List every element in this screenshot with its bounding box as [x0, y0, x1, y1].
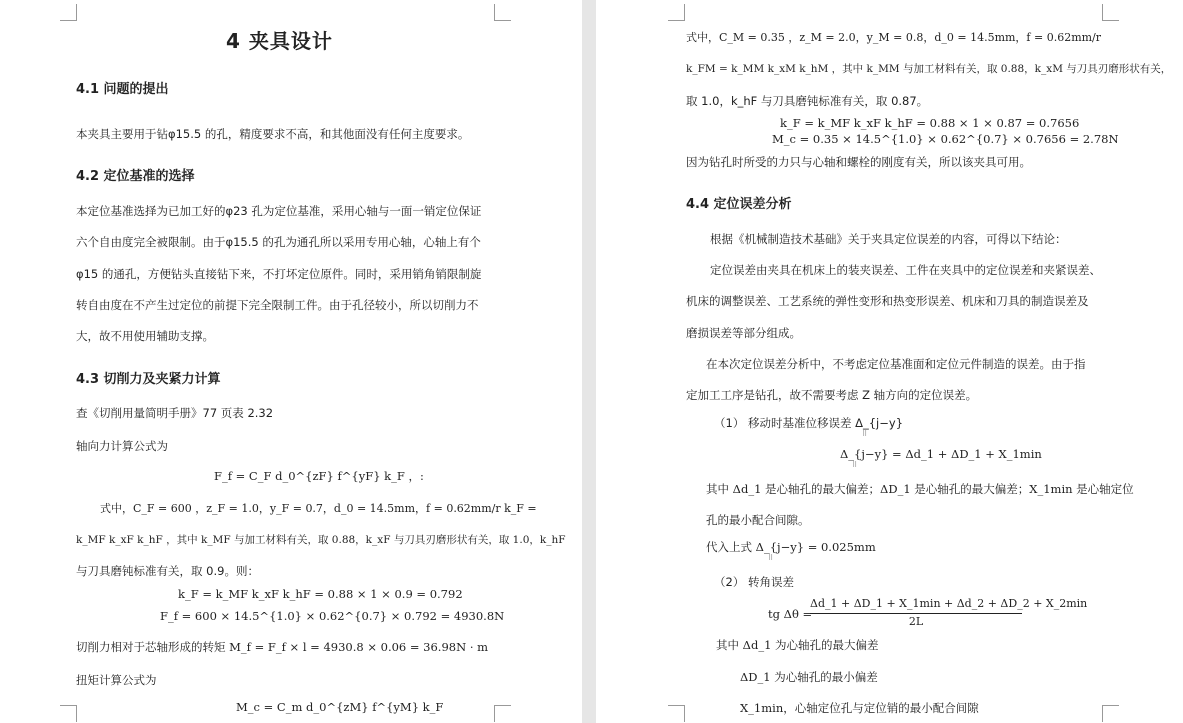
- paragraph: 根据《机械制造技术基础》关于夹具定位误差的内容，可得以下结论：: [710, 232, 1067, 246]
- document-page-left: [0, 0, 582, 723]
- paragraph-line: X_1min，心轴定位孔与定位销的最小配合间隙: [740, 701, 979, 715]
- section-heading-4-4: 4.4 定位误差分析: [686, 197, 792, 212]
- document-page-right: [596, 0, 1183, 723]
- page-corner-mark: [1102, 4, 1119, 21]
- paragraph-line: 在本次定位误差分析中，不考虑定位基准面和定位元件制造的误差。由于指: [706, 357, 1086, 371]
- paragraph-line: 机床的调整误差、工艺系统的弹性变形和热变形误差、机床和刀具的制造误差及: [686, 294, 1089, 308]
- formula-line: k_FM = k_MM k_xM k_hM ，其中 k_MM 与加工材料有关，取 0.88，k_xM 与刀具刃磨形状有关，: [686, 63, 1172, 75]
- paragraph: 取 1.0，k_hF 与刀具磨钝标准有关，取 0.87。: [686, 94, 929, 108]
- page-corner-mark: [668, 4, 685, 21]
- placeholder-mark: ⠿: [852, 461, 858, 469]
- formula-line: 式中，C_F = 600 ，z_F = 1.0，y_F = 0.7，d_0 = 14.5mm，f = 0.62mm/r k_F =: [100, 502, 537, 515]
- paragraph-line: 转自由度在不产生过定位的前提下完全限制工件。由于孔径较小，所以切削力不: [76, 298, 479, 312]
- page-corner-mark: [1102, 705, 1119, 722]
- section-heading-4-1: 4.1 问题的提出: [76, 82, 169, 97]
- formula-torque: 切削力相对于芯轴形成的转矩 M_f = F_f × l = 4930.8 × 0.06 = 36.98N · m: [76, 640, 489, 654]
- paragraph-line: 其中 Δd_1 是心轴孔的最大偏差；ΔD_1 是心轴孔的最大偏差；X_1min 是心轴定位: [706, 482, 1134, 496]
- list-item-1: （1） 移动时基准位移误差 Δ_{j−y}: [714, 416, 904, 430]
- list-item-2: （2） 转角误差: [714, 575, 794, 589]
- paragraph-line: ΔD_1 为心轴孔的最小偏差: [740, 670, 878, 684]
- placeholder-mark: ⠿: [768, 554, 774, 562]
- paragraph-line: 孔的最小配合间隙。: [706, 513, 810, 527]
- paragraph: 查《切削用量简明手册》77 页表 2.32: [76, 406, 274, 420]
- paragraph-line: 定位误差由夹具在机床上的装夹误差、工件在夹具中的定位误差和夹紧误差、: [710, 263, 1101, 277]
- page-corner-mark: [668, 705, 685, 722]
- formula-angle-lhs: tg Δθ =: [768, 607, 813, 621]
- fraction-denominator: 2L: [908, 615, 924, 628]
- chapter-title: 4 夹具设计: [226, 29, 333, 53]
- paragraph: 扭矩计算公式为: [76, 673, 157, 687]
- paragraph-line: 大，故不用使用辅助支撑。: [76, 329, 214, 343]
- formula-mc: M_c = C_m d_0^{zM} f^{yM} k_F: [236, 700, 444, 714]
- page-corner-mark: [60, 705, 77, 722]
- section-heading-4-3: 4.3 切削力及夹紧力计算: [76, 372, 221, 387]
- page-corner-mark: [494, 705, 511, 722]
- formula-mc: M_c = 0.35 × 14.5^{1.0} × 0.62^{0.7} × 0.7656 = 2.78N: [772, 132, 1119, 146]
- paragraph: 轴向力计算公式为: [76, 439, 168, 453]
- formula-ff: F_f = 600 × 14.5^{1.0} × 0.62^{0.7} × 0.792 = 4930.8N: [160, 609, 505, 623]
- paragraph-line: φ15 的通孔，方便钻头直接钻下来，不打坏定位原件。同时，采用销角销限制旋: [76, 267, 482, 281]
- formula-line: 式中，C_M = 0.35 ，z_M = 2.0，y_M = 0.8，d_0 = 14.5mm，f = 0.62mm/r: [686, 31, 1102, 44]
- section-heading-4-2: 4.2 定位基准的选择: [76, 169, 195, 184]
- paragraph-line: 磨损误差等部分组成。: [686, 326, 801, 340]
- formula-kf: k_F = k_MF k_xF k_hF = 0.88 × 1 × 0.9 = 0.792: [178, 587, 463, 601]
- fraction-numerator: Δd_1 + ΔD_1 + X_1min + Δd_2 + ΔD_2 + X_2min: [810, 597, 1088, 610]
- paragraph: 因为钻孔时所受的力只与心轴和螺栓的刚度有关，所以该夹具可用。: [686, 155, 1031, 169]
- paragraph-line: 六个自由度完全被限制。由于φ15.5 的孔为通孔所以采用专用心轴，心轴上有个: [76, 235, 481, 249]
- page-corner-mark: [60, 4, 77, 21]
- paragraph-line: 定加工工序是钻孔，故不需要考虑 Z 轴方向的定位误差。: [686, 388, 978, 402]
- formula-angle-fraction: [810, 597, 1088, 631]
- formula-line: k_MF k_xF k_hF ，其中 k_MF 与加工材料有关，取 0.88，k_xF 与刀具刃磨形状有关，取 1.0，k_hF: [76, 534, 566, 546]
- fraction-bar: [810, 613, 1022, 614]
- paragraph: 与刀具磨钝标准有关，取 0.9。则：: [76, 564, 259, 578]
- formula-displacement-error: Δ_{j−y} = Δd_1 + ΔD_1 + X_1min: [840, 447, 1042, 461]
- paragraph-line: 本定位基准选择为已加工好的φ23 孔为定位基准，采用心轴与一面一销定位保证: [76, 204, 482, 218]
- paragraph: 本夹具主要用于钻φ15.5 的孔，精度要求不高，和其他面没有任何主度要求。: [76, 127, 470, 141]
- paragraph-line: 代入上式 Δ_{j−y} = 0.025mm: [706, 540, 876, 554]
- formula-axial-force: F_f = C_F d_0^{zF} f^{yF} k_F ，:: [214, 469, 424, 483]
- page-corner-mark: [494, 4, 511, 21]
- formula-kf: k_F = k_MF k_xF k_hF = 0.88 × 1 × 0.87 = 0.7656: [780, 116, 1080, 130]
- paragraph-line: 其中 Δd_1 为心轴孔的最大偏差: [716, 638, 879, 652]
- placeholder-mark: ⠿: [862, 430, 868, 438]
